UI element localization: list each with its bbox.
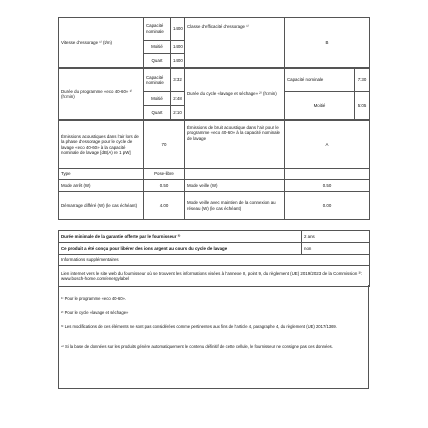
- duration-row-name: Quart: [144, 105, 171, 119]
- silver-ions-value: non: [302, 243, 370, 255]
- cycle-row-name: Moitié: [285, 91, 355, 119]
- noise-class-label: Émissions de bruit acoustique dans l’air pour le programme «eco 40-60» à la capacité nominale de lavage: [185, 121, 285, 169]
- warranty-label: Durée minimale de la garantie offerte par le fournisseur ³⁾: [59, 231, 302, 243]
- delay-start-label: Démarrage différé (W) (le cas échéant): [59, 192, 144, 220]
- footnotes-box: [58, 285, 369, 389]
- spin-speed-table: [58, 17, 370, 68]
- duration-row-value: 2:48: [171, 91, 185, 105]
- duration-row-value: 3:32: [171, 69, 185, 92]
- extra-info-table: [58, 230, 370, 287]
- duration-row-value: 2:10: [171, 105, 185, 119]
- silver-ions-label: Ce produit a été conçu pour libérer des ions argent au cours du cycle de lavage: [59, 243, 302, 255]
- standby-value: 0.50: [285, 180, 370, 192]
- footnote-2: ²⁾ Pour le cycle «lavage et séchage»: [61, 310, 129, 315]
- cycle-row-value: 7:30: [355, 69, 370, 92]
- cycle-row-name: Capacité nominale: [285, 69, 355, 92]
- cycle-duration-label: Durée du cycle «lavage et séchage» ²⁾ (h:min): [185, 69, 285, 120]
- spin-class-value: B: [285, 18, 370, 68]
- spin-row-value: 1400: [171, 40, 185, 54]
- spin-class-label: Classe d’efficacité d’essorage ¹⁾: [185, 18, 285, 68]
- duration-row-name: Moitié: [144, 91, 171, 105]
- noise-class-value: A: [285, 121, 370, 169]
- spin-row-value: 1400: [171, 18, 185, 41]
- delay-start-value: 4.00: [144, 192, 185, 220]
- spin-row-value: 1400: [171, 54, 185, 68]
- noise-value: 70: [144, 121, 185, 169]
- spin-row-name: Quart: [144, 54, 171, 68]
- supplier-link-text: Lien internet vers le site web du fournisseur où se trouvent les informations visées à l’annexe II, point 9, du règlement (UE) 2019/2023 de la Commission ³⁾: www.bosch-home.com/energylabel: [59, 266, 370, 287]
- programme-duration-table: [58, 68, 370, 120]
- duration-label: Durée du programme «eco 40-60» ¹⁾ (h:min): [59, 69, 144, 120]
- warranty-value: 2 ans: [302, 231, 370, 243]
- off-mode-value: 0.50: [144, 180, 185, 192]
- type-value: Pose-libre: [144, 169, 185, 180]
- spin-row-name: Capacité nominale: [144, 18, 171, 41]
- footnote-4: ⁴⁾ Si la base de données sur les produits génère automatiquement le contenu définitif de cette cellule, le fournisseur ne consigne pas ces données.: [61, 344, 333, 349]
- type-label: Type: [59, 169, 144, 180]
- off-mode-label: Mode arrêt (W): [59, 180, 144, 192]
- spin-row-name: Moitié: [144, 40, 171, 54]
- spin-speed-label: Vitesse d’essorage ¹⁾ (t/m): [59, 18, 144, 68]
- standby-label: Mode veille (W): [185, 180, 285, 192]
- noise-label: Émissions acoustiques dans l’air lors de la phase d’essorage pour le cycle de lavage «eco 40-60» à la capacité nominale de lavage [dB(A) re 1 pW]: [59, 121, 144, 169]
- cycle-row-value: 5:05: [355, 91, 370, 119]
- network-standby-label: Mode veille avec maintien de la connexion au réseau (W) (le cas échéant): [185, 192, 285, 220]
- footnote-3: ³⁾ Les modifications de ces éléments ne sont pas considérées comme pertinentes aux fins de l’article 4, paragraphe 4, du règlement (UE) 2017/1369.: [61, 324, 337, 329]
- extra-info-heading: Informations supplémentaires: [59, 255, 370, 266]
- footnote-1: ¹⁾ Pour le programme «eco 40-60».: [61, 296, 127, 301]
- duration-row-name: Capacité nominale: [144, 69, 171, 92]
- network-standby-value: 0.00: [285, 192, 370, 220]
- specs-table: [58, 120, 370, 220]
